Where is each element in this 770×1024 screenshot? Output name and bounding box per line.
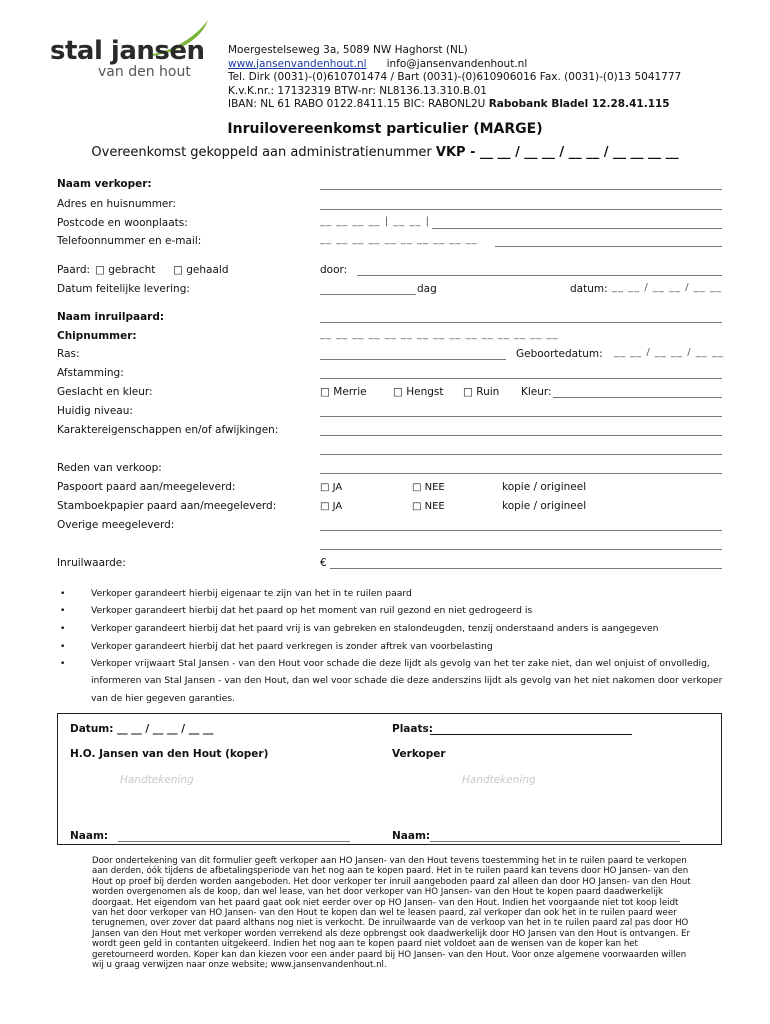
overige-field-1[interactable] — [320, 530, 722, 531]
footer-terms: Door ondertekening van dit formulier geeft verkoper aan HO Jansen- van den Hout tevens toestemming het in te ruilen paard te verkopen aan derden, óók tijdens de afbetalingsperiode van het nog aan te kopen paard. Het in te ruilen paard kan tevens door HO Jansen- van den Hout op proef bij derden worden aangeboden. Het door verkoper ter inruil aangeboden paard zal alleen dan door HO Jansen- van den Hout worden overgenomen als de koop, dan wel lease, van het door verkoper van HO Jansen- van den Hout te kopen paard daadwerkelijk doorgaat. Het eigendom van het paard gaat ook niet eerder over op HO Jansen- van den Hout. Indien het voorgaande niet tot koop leidt van het door verkoper van HO Jansen- van den Hout te kopen dan wel te leasen paard, zal verkoper dan ook het in te ruilen paard weer terugnemen, over zover dat paard althans nog niet is verkocht. De inruilwaarde van de verkoop van het in te ruilen paard zal pas door HO Jansen van den Hout met verkoper worden verrekend als deze opbrengst ook daadwerkelijk door HO Jansen van den Hout is ontvangen. Er wordt geen geld in contanten uitgekeerd. Indien het nog aan te kopen paard niet voldoet aan de wensen van de koper kan het geretourneerd worden. Koper kan dan kiezen voor een ander paard bij HO Jansen- van den Hout. Voor onze algemene voorwaarden willen wij u graag verwijzen naar onze website; www.jansenvandenhout.nl. — [92, 856, 691, 971]
list-item: Verkoper vrijwaart Stal Jansen - van den Hout voor schade die deze lijdt als gevolg van het ter zake niet, dan wel onjuist of onvolledig, — [91, 658, 710, 669]
karakter-field-2[interactable] — [320, 454, 722, 455]
paspoort-ja[interactable]: □ JA — [320, 482, 343, 493]
koper-naam-field[interactable] — [118, 841, 350, 842]
horse-name-field[interactable] — [320, 322, 722, 323]
paard-label: Paard: — [57, 264, 91, 276]
address: Moergestelseweg 3a, 5089 NW Haghorst (NL) — [228, 44, 468, 56]
logo-main-text: stal jansen — [50, 36, 205, 66]
option-gehaald[interactable]: □ gehaald — [173, 264, 229, 276]
seller-name-label: Naam verkoper: — [57, 178, 152, 190]
list-item: Verkoper garandeert hierbij dat het paard op het moment van ruil gezond en niet gedrogeerd is — [91, 605, 533, 616]
subtitle-vkp: VKP - __ __ / __ __ / __ __ / __ __ __ __ — [435, 145, 679, 160]
seller-postcode-label: Postcode en woonplaats: — [57, 217, 188, 229]
list-item: Verkoper garandeert hierbij dat het paard vrij is van gebreken en stalondeugden, tenzij onderstaand anders is aangegeven — [91, 623, 659, 634]
bullet-icon: • — [60, 623, 66, 634]
seller-name-field[interactable] — [320, 189, 722, 190]
door-label: door: — [320, 264, 348, 276]
kleur-field[interactable] — [553, 397, 722, 398]
afstamming-label: Afstamming: — [57, 367, 124, 379]
page-title: Inruilovereenkomst particulier (MARGE) — [227, 121, 543, 137]
list-item: Verkoper garandeert hierbij dat het paard verkregen is zonder aftrek van voorbelasting — [91, 641, 493, 652]
verkoper-label: Verkoper — [392, 748, 446, 760]
email: info@jansenvandenhout.nl — [386, 57, 528, 70]
koper-naam-label: Naam: — [70, 830, 109, 842]
euro-sign: € — [320, 557, 327, 569]
seller-city-field[interactable] — [432, 228, 722, 229]
stamboek-ja[interactable]: □ JA — [320, 501, 343, 512]
delivery-day-field[interactable] — [320, 294, 416, 295]
list-item-continued: informeren van Stal Jansen - van den Hout, dan wel voor schade die deze anderszins lijdt als gevolg van het niet nakomen door verkoper — [91, 675, 723, 686]
karakter-field-1[interactable] — [320, 435, 722, 436]
ras-label: Ras: — [57, 348, 80, 360]
seller-phone-label: Telefoonnummer en e-mail: — [57, 235, 202, 247]
reden-label: Reden van verkoop: — [57, 462, 162, 474]
seller-address-label: Adres en huisnummer: — [57, 198, 177, 210]
koper-label: H.O. Jansen van den Hout (koper) — [70, 748, 269, 760]
website-link[interactable]: www.jansenvandenhout.nl — [228, 57, 367, 70]
sign-plaats-label: Plaats: — [392, 723, 433, 735]
option-hengst[interactable]: □ Hengst — [393, 386, 444, 398]
kleur-label: Kleur: — [521, 386, 552, 398]
niveau-label: Huidig niveau: — [57, 405, 133, 417]
stamboek-kopie[interactable]: kopie / origineel — [502, 500, 587, 512]
chip-dashes[interactable]: __ __ __ __ __ __ __ __ __ __ __ __ __ __ __ — [320, 329, 559, 340]
seller-postcode-dashes[interactable]: __ __ __ __ | __ __ | — [320, 216, 430, 227]
waarde-label: Inruilwaarde: — [57, 557, 126, 569]
horse-name-label: Naam inruilpaard: — [57, 311, 165, 323]
door-field[interactable] — [357, 275, 722, 276]
paspoort-kopie[interactable]: kopie / origineel — [502, 481, 587, 493]
bank: Rabobank Bladel 12.28.41.115 — [488, 98, 670, 110]
option-gebracht[interactable]: □ gebracht — [95, 264, 156, 276]
sign-datum — [70, 723, 213, 735]
sign-plaats-field[interactable] — [430, 734, 632, 735]
verkoper-naam-field[interactable] — [430, 841, 680, 842]
kvk: K.v.K.nr.: 17132319 BTW-nr: NL8136.13.310.B.01 — [228, 84, 487, 97]
ras-field[interactable] — [320, 359, 506, 360]
page-subtitle — [0, 145, 770, 160]
list-item-continued: van de hier gegeven garanties. — [91, 693, 235, 704]
geboorte-dashes[interactable]: __ __ / __ __ / __ __ — [614, 347, 724, 358]
iban: IBAN: NL 61 RABO 0122.8411.15 BIC: RABONL2U — [228, 98, 486, 110]
seller-phone-dashes[interactable]: __ __ __ __ __ __ __ __ __ __ — [320, 234, 478, 245]
bullet-icon: • — [60, 588, 66, 599]
logo-sub-text: van den hout — [98, 64, 191, 80]
paspoort-nee[interactable]: □ NEE — [412, 482, 445, 493]
subtitle-prefix: Overeenkomst gekoppeld aan administratienummer — [91, 145, 432, 160]
bullet-icon: • — [60, 641, 66, 652]
stamboek-nee[interactable]: □ NEE — [412, 501, 445, 512]
waarde-field[interactable] — [330, 568, 722, 569]
verkoper-signature-field[interactable]: Handtekening — [462, 774, 536, 786]
list-item: Verkoper garandeert hierbij eigenaar te zijn van het in te ruilen paard — [91, 588, 412, 599]
overige-label: Overige meegeleverd: — [57, 519, 175, 531]
delivery-date-label: Datum feitelijke levering: — [57, 283, 190, 295]
afstamming-field[interactable] — [320, 378, 722, 379]
paspoort-label: Paspoort paard aan/meegeleverd: — [57, 481, 236, 493]
company-info — [228, 44, 681, 112]
phones: Tel. Dirk (0031)-(0)610701474 / Bart (0031)-(0)610906016 Fax. (0031)-(0)13 5041777 — [228, 71, 682, 83]
verkoper-naam-label: Naam: — [392, 830, 431, 842]
chip-label: Chipnummer: — [57, 330, 137, 342]
niveau-field[interactable] — [320, 416, 722, 417]
koper-signature-field[interactable]: Handtekening — [120, 774, 194, 786]
option-ruin[interactable]: □ Ruin — [463, 386, 500, 398]
stamboek-label: Stamboekpapier paard aan/meegeleverd: — [57, 500, 277, 512]
bullet-icon: • — [60, 658, 66, 669]
reden-field[interactable] — [320, 473, 722, 474]
datum-label: datum: — [570, 283, 608, 295]
dag-label: dag — [417, 283, 437, 295]
sign-datum-label: Datum: — [70, 723, 114, 735]
seller-email-field[interactable] — [495, 246, 722, 247]
overige-field-2[interactable] — [320, 549, 722, 550]
sign-datum-dashes[interactable]: __ __ / __ __ / __ __ — [117, 723, 214, 735]
geboorte-label: Geboortedatum: — [516, 348, 603, 360]
karakter-label: Karaktereigenschappen en/of afwijkingen: — [57, 424, 279, 436]
bullet-icon: • — [60, 605, 66, 616]
delivery-date-dashes[interactable]: __ __ / __ __ / __ __ — [612, 282, 722, 293]
geslacht-label: Geslacht en kleur: — [57, 386, 153, 398]
option-merrie[interactable]: □ Merrie — [320, 386, 367, 398]
seller-address-field[interactable] — [320, 209, 722, 210]
